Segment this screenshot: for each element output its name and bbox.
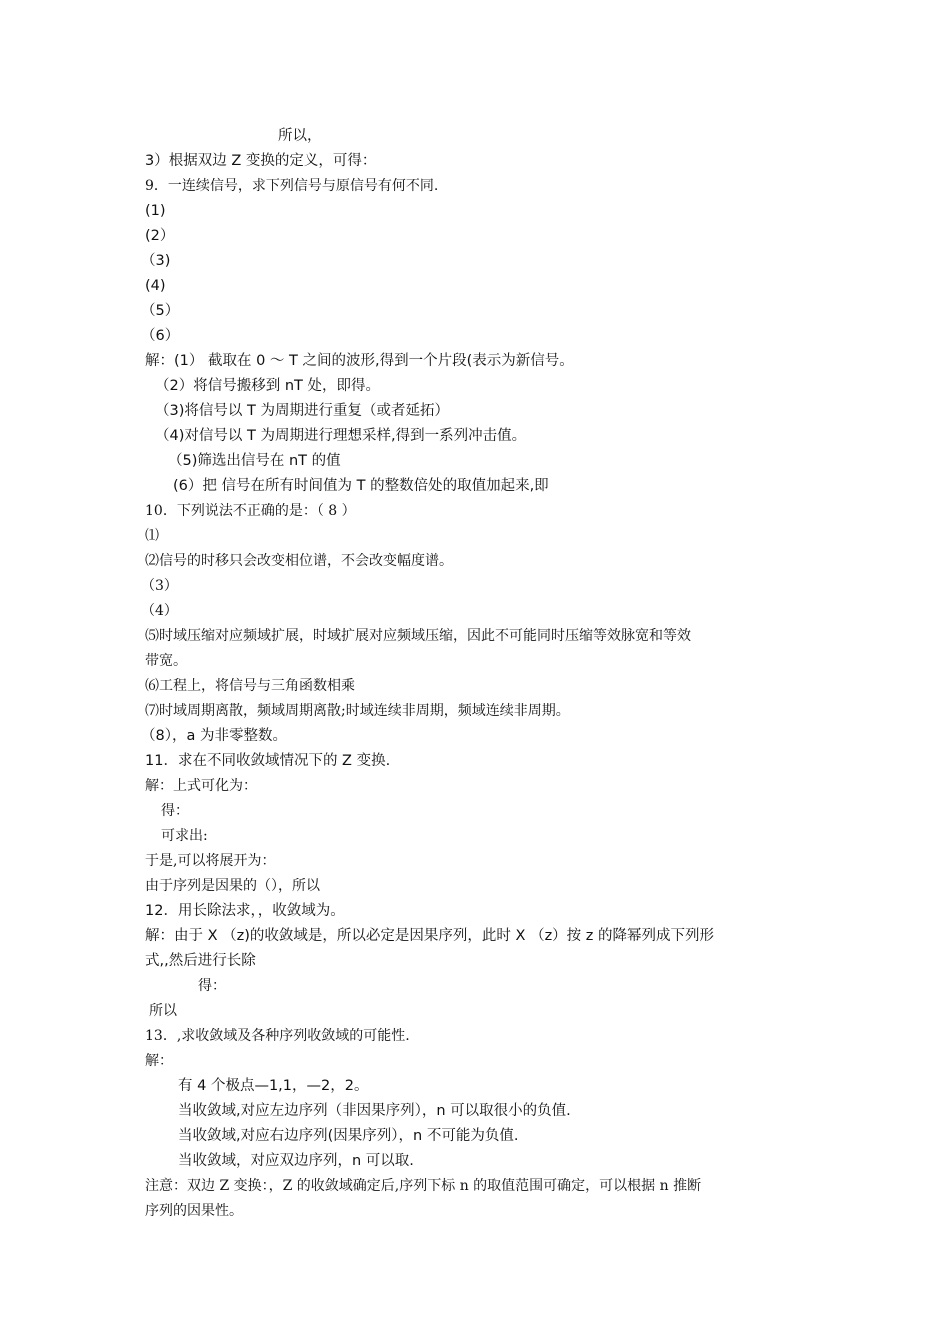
answer-line: 得： [198,978,226,994]
note-line: 序列的因果性。 [145,1203,243,1219]
answer-line: 解： [145,1053,173,1069]
note-line: 注意：双边 Z 变换：，Z 的收敛域确定后,序列下标 n 的取值范围可确定，可以根据 n 推断 [145,1178,702,1194]
answer-line: 得： [161,803,189,819]
list-item: (1) [145,203,166,219]
answer-line: 式,,然后进行长除 [145,953,256,969]
list-item: (2） [145,228,175,244]
list-item: ⑸时域压缩对应频域扩展，时域扩展对应频域压缩，因此不可能同时压缩等效脉宽和等效 [145,628,691,644]
list-item: ⑴ [145,528,159,544]
list-item: ⑹工程上，将信号与三角函数相乘 [145,678,355,694]
list-item: （3） [141,578,178,594]
list-item: （5） [141,303,180,319]
question-13: 13．,求收敛域及各种序列收敛域的可能性. [145,1028,410,1044]
answer-line: （2）将信号搬移到 nT 处，即得。 [155,378,380,394]
answer-line: 当收敛域,对应右边序列(因果序列），n 不可能为负值. [178,1128,519,1144]
list-item: （6） [141,328,180,344]
list-item: (4) [145,278,166,294]
answer-line: 当收敛域,对应左边序列（非因果序列），n 可以取很小的负值. [178,1103,571,1119]
answer-line: 解：由于 X （z)的收敛域是，所以必定是因果序列，此时 X （z）按 z 的降幂列成下列形 [145,928,715,944]
list-item: ⑵信号的时移只会改变相位谱，不会改变幅度谱。 [145,553,453,569]
answer-line: 当收敛域，对应双边序列，n 可以取. [178,1153,414,1169]
answer-line: 解：上式可化为： [145,778,257,794]
answer-line: （3)将信号以 T 为周期进行重复（或者延拓） [155,403,449,419]
text-line: 所以， [278,128,322,144]
answer-line: 可求出: [161,828,208,844]
question-11: 11．求在不同收敛域情况下的 Z 变换. [145,753,391,769]
answer-line: 于是,可以将展开为： [145,853,276,869]
list-item: （8），a 为非零整数。 [141,728,287,744]
answer-line: 所以 [149,1003,177,1019]
answer-line: （4)对信号以 T 为周期进行理想采样,得到一系列冲击值。 [155,428,527,444]
answer-line: 有 4 个极点—1,1，—2，2。 [178,1078,369,1094]
question-12: 12．用长除法求，，收敛域为。 [145,903,345,919]
list-item: （3) [141,253,171,269]
answer-line: （5)筛选出信号在 nT 的值 [168,453,341,469]
question-9: 9．一连续信号，求下列信号与原信号有何不同. [145,178,439,194]
text-line: 带宽。 [145,653,187,669]
answer-line: 解：(1） 截取在 0 ～ T 之间的波形,得到一个片段(表示为新信号。 [145,353,574,369]
answer-line: (6）把 信号在所有时间值为 T 的整数倍处的取值加起来,即 [173,478,549,494]
list-item: （4） [141,603,178,619]
answer-line: 由于序列是因果的（），所以 [145,878,320,894]
text-line: 3）根据双边 Z 变换的定义，可得： [145,153,377,169]
list-item: ⑺时域周期离散，频域周期离散;时域连续非周期，频域连续非周期。 [145,703,570,719]
question-10: 10．下列说法不正确的是：（ 8 ） [145,503,356,519]
